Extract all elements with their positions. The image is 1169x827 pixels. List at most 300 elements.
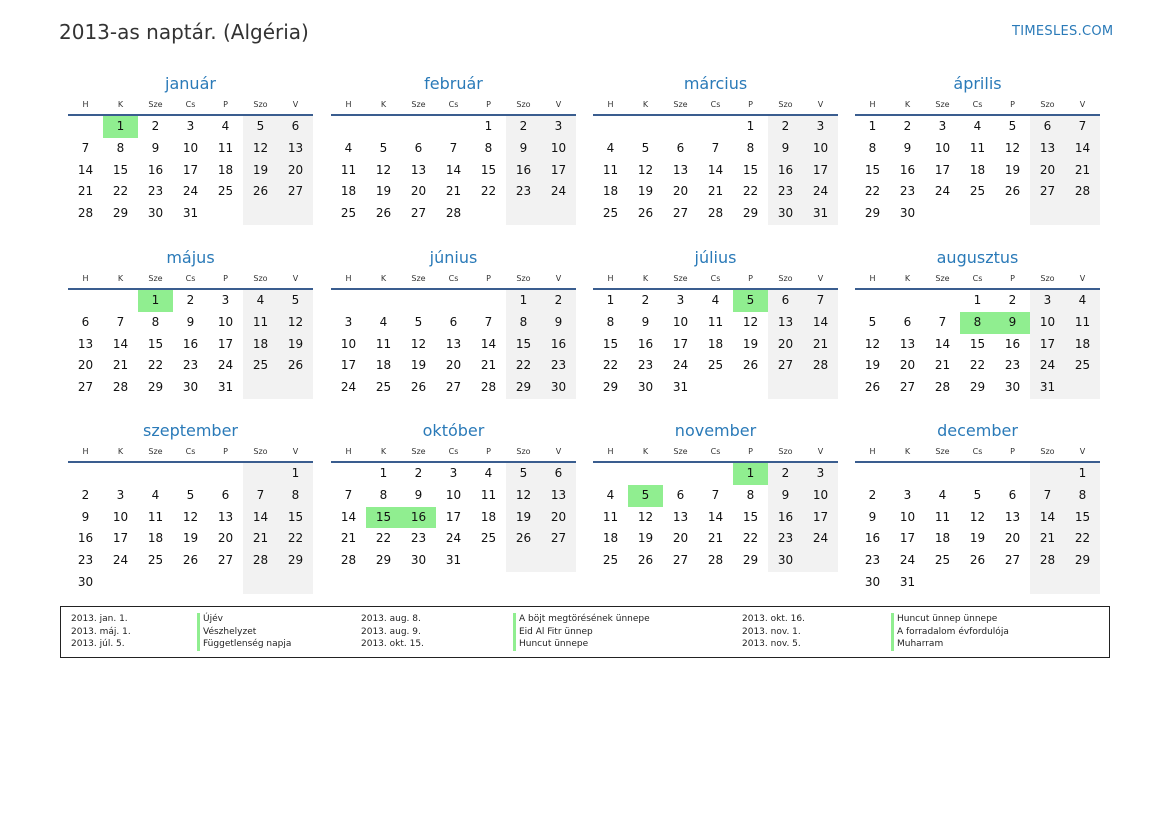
weekday-label: K <box>380 447 387 456</box>
empty-cell <box>243 463 278 485</box>
day-cell: 12 <box>410 336 427 351</box>
day-cell: 3 <box>449 466 458 480</box>
day-cell: 31 <box>803 203 838 225</box>
weekday-header <box>855 443 1100 463</box>
holiday-day-cell: 5 <box>628 485 663 507</box>
day-cell: 14 <box>445 162 462 177</box>
month-name: május <box>166 248 215 267</box>
weekday-label: Cs <box>710 100 721 109</box>
legend-date: 2013. júl. 5. <box>71 639 125 649</box>
month-február <box>331 72 576 225</box>
weekday-header <box>331 270 576 290</box>
empty-cell <box>366 290 401 312</box>
day-cell: 18 <box>969 162 986 177</box>
day-cell: 19 <box>506 507 541 529</box>
month-name: december <box>937 421 1018 440</box>
day-cell: 17 <box>672 336 689 351</box>
weekday-label: Cs <box>448 447 459 456</box>
day-cell: 7 <box>449 140 458 155</box>
day-cell: 2 <box>641 293 650 307</box>
day-cell: 8 <box>116 140 125 155</box>
day-cell: 28 <box>112 380 129 395</box>
day-cell: 11 <box>602 162 619 177</box>
day-cell: 15 <box>112 162 129 177</box>
weekday-label: H <box>607 274 614 283</box>
day-cell: 8 <box>379 487 388 502</box>
empty-cell <box>541 550 576 572</box>
day-cell: 6 <box>1008 487 1017 502</box>
day-cell: 9 <box>414 487 423 502</box>
month-július <box>593 246 838 399</box>
weekday-label: P <box>486 100 491 109</box>
empty-cell <box>208 203 243 225</box>
day-cell: 10 <box>803 485 838 507</box>
day-cell: 10 <box>217 314 234 329</box>
day-cell: 24 <box>445 531 462 546</box>
day-cell: 19 <box>182 531 199 546</box>
empty-cell <box>663 463 698 485</box>
weekday-label: K <box>904 447 911 456</box>
day-cell: 14 <box>112 336 129 351</box>
weekday-label: V <box>292 100 299 109</box>
day-cell: 13 <box>1030 138 1065 160</box>
day-cell: 20 <box>445 358 462 373</box>
day-cell: 9 <box>151 140 160 155</box>
day-cell: 22 <box>742 531 759 546</box>
day-cell: 31 <box>182 206 199 221</box>
weekday-label: Cs <box>185 100 196 109</box>
weekday-label: H <box>869 274 876 283</box>
day-cell: 11 <box>243 312 278 334</box>
weekday-label: V <box>817 274 824 283</box>
day-cell: 17 <box>899 531 916 546</box>
empty-cell <box>138 463 173 485</box>
legend-date: 2013. aug. 9. <box>361 626 421 637</box>
day-cell: 2 <box>541 290 576 312</box>
month-name: július <box>694 248 737 267</box>
day-cell: 28 <box>1030 550 1065 572</box>
day-cell: 20 <box>672 531 689 546</box>
day-cell: 30 <box>77 574 94 589</box>
legend-holiday-name: Újév <box>197 613 223 626</box>
month-január <box>68 72 313 225</box>
day-cell: 5 <box>278 290 313 312</box>
empty-cell <box>68 290 103 312</box>
legend-holiday-name: Eid Al Fitr ünnep <box>513 626 593 639</box>
day-cell: 11 <box>217 140 234 155</box>
day-cell: 12 <box>1004 140 1021 155</box>
day-cell: 27 <box>445 380 462 395</box>
day-cell: 20 <box>768 334 803 356</box>
empty-cell <box>366 116 401 138</box>
day-cell: 27 <box>672 206 689 221</box>
day-cell: 17 <box>803 507 838 529</box>
legend-holiday-name: Függetlenség napja <box>197 638 291 651</box>
day-cell: 5 <box>243 116 278 138</box>
day-cell: 4 <box>221 119 230 133</box>
day-cell: 4 <box>151 487 160 502</box>
day-cell: 6 <box>81 314 90 329</box>
weekday-label: Sze <box>411 274 426 283</box>
month-október <box>331 419 576 572</box>
empty-cell <box>925 572 960 594</box>
day-cell: 9 <box>768 138 803 160</box>
day-cell: 12 <box>969 509 986 524</box>
day-grid <box>331 290 576 399</box>
legend-date: 2013. aug. 8. <box>361 614 421 624</box>
day-cell: 20 <box>278 160 313 182</box>
day-cell: 10 <box>934 140 951 155</box>
weekday-label: H <box>82 274 89 283</box>
day-cell: 22 <box>112 184 129 199</box>
day-cell: 28 <box>445 206 462 221</box>
day-cell: 16 <box>768 507 803 529</box>
day-cell: 9 <box>506 138 541 160</box>
weekday-label: P <box>1010 274 1015 283</box>
weekday-label: V <box>292 447 299 456</box>
day-cell: 18 <box>217 162 234 177</box>
day-cell: 6 <box>541 463 576 485</box>
day-cell: 25 <box>480 531 497 546</box>
day-cell: 8 <box>506 312 541 334</box>
month-március <box>593 72 838 225</box>
day-cell: 6 <box>676 140 685 155</box>
day-cell: 1 <box>278 463 313 485</box>
day-cell: 30 <box>768 550 803 572</box>
weekday-label: V <box>817 100 824 109</box>
weekday-label: Sze <box>148 274 163 283</box>
day-cell: 23 <box>506 181 541 203</box>
day-cell: 9 <box>768 485 803 507</box>
day-cell: 22 <box>278 528 313 550</box>
day-cell: 26 <box>742 358 759 373</box>
day-cell: 7 <box>1030 485 1065 507</box>
empty-cell <box>331 290 366 312</box>
day-cell: 1 <box>606 293 615 307</box>
day-cell: 8 <box>484 140 493 155</box>
day-cell: 8 <box>1065 485 1100 507</box>
month-name: február <box>424 74 483 93</box>
day-cell: 23 <box>410 531 427 546</box>
day-cell: 21 <box>480 358 497 373</box>
day-cell: 6 <box>903 314 912 329</box>
day-cell: 23 <box>77 553 94 568</box>
day-cell: 30 <box>1004 380 1021 395</box>
site-link[interactable]: TIMESLES.COM <box>1012 24 1114 39</box>
weekday-label: Cs <box>972 447 983 456</box>
day-cell: 22 <box>480 184 497 199</box>
day-cell: 29 <box>742 206 759 221</box>
day-cell: 5 <box>379 140 388 155</box>
empty-cell <box>925 203 960 225</box>
day-cell: 22 <box>147 358 164 373</box>
weekday-label: V <box>1079 100 1086 109</box>
weekday-label: K <box>904 100 911 109</box>
weekday-label: Szo <box>253 447 268 456</box>
empty-cell <box>278 377 313 399</box>
month-name: április <box>953 74 1002 93</box>
day-cell: 19 <box>375 184 392 199</box>
day-cell: 25 <box>969 184 986 199</box>
page-title: 2013-as naptár. (Algéria) <box>59 20 309 44</box>
day-cell: 23 <box>541 355 576 377</box>
day-cell: 13 <box>1004 509 1021 524</box>
month-name: november <box>674 421 757 440</box>
day-cell: 13 <box>445 336 462 351</box>
day-cell: 28 <box>480 380 497 395</box>
day-cell: 4 <box>606 140 615 155</box>
empty-cell <box>278 203 313 225</box>
day-cell: 7 <box>803 290 838 312</box>
day-cell: 7 <box>81 140 90 155</box>
empty-cell <box>243 377 278 399</box>
weekday-label: Sze <box>148 447 163 456</box>
day-cell: 6 <box>449 314 458 329</box>
legend-date: 2013. máj. 1. <box>71 626 131 637</box>
empty-cell <box>698 116 733 138</box>
day-cell: 30 <box>768 203 803 225</box>
weekday-label: Sze <box>935 100 950 109</box>
day-cell: 20 <box>541 507 576 529</box>
day-cell: 16 <box>768 160 803 182</box>
day-cell: 30 <box>410 553 427 568</box>
empty-cell <box>995 572 1030 594</box>
day-cell: 4 <box>484 466 493 480</box>
holiday-day-cell: 15 <box>366 507 401 529</box>
day-cell: 26 <box>278 355 313 377</box>
month-május <box>68 246 313 399</box>
empty-cell <box>1030 572 1065 594</box>
day-cell: 1 <box>484 119 493 133</box>
day-cell: 13 <box>410 162 427 177</box>
day-cell: 2 <box>186 293 195 307</box>
weekday-label: Sze <box>148 100 163 109</box>
day-cell: 29 <box>1065 550 1100 572</box>
day-cell: 8 <box>278 485 313 507</box>
day-cell: 17 <box>340 358 357 373</box>
day-cell: 21 <box>1030 528 1065 550</box>
day-cell: 3 <box>186 119 195 133</box>
day-cell: 27 <box>217 553 234 568</box>
day-cell: 18 <box>1065 334 1100 356</box>
day-cell: 31 <box>899 574 916 589</box>
holiday-day-cell: 16 <box>401 507 436 529</box>
day-cell: 25 <box>375 380 392 395</box>
day-cell: 11 <box>1065 312 1100 334</box>
day-cell: 29 <box>147 380 164 395</box>
month-április <box>855 72 1100 225</box>
day-grid <box>331 116 576 225</box>
day-cell: 13 <box>672 509 689 524</box>
weekday-label: Szo <box>778 447 793 456</box>
empty-cell <box>208 463 243 485</box>
legend-holiday-name: Vészhelyzet <box>197 626 256 639</box>
day-cell: 11 <box>375 336 392 351</box>
day-cell: 6 <box>221 487 230 502</box>
day-cell: 14 <box>243 507 278 529</box>
day-cell: 25 <box>217 184 234 199</box>
day-cell: 2 <box>151 119 160 133</box>
day-cell: 5 <box>414 314 423 329</box>
day-cell: 29 <box>742 553 759 568</box>
day-cell: 11 <box>934 509 951 524</box>
day-cell: 18 <box>147 531 164 546</box>
legend-date: 2013. nov. 5. <box>742 639 801 649</box>
weekday-label: Szo <box>516 100 531 109</box>
empty-cell <box>436 116 471 138</box>
month-name: március <box>683 74 748 93</box>
day-cell: 12 <box>637 162 654 177</box>
day-cell: 29 <box>864 206 881 221</box>
weekday-label: P <box>748 100 753 109</box>
day-cell: 14 <box>934 336 951 351</box>
day-cell: 6 <box>278 116 313 138</box>
day-cell: 9 <box>903 140 912 155</box>
day-cell: 18 <box>243 334 278 356</box>
empty-cell <box>1030 463 1065 485</box>
holiday-day-cell: 5 <box>733 290 768 312</box>
day-cell: 5 <box>1008 119 1017 133</box>
day-cell: 22 <box>506 355 541 377</box>
weekday-label: Cs <box>972 100 983 109</box>
month-name: október <box>422 421 485 440</box>
day-cell: 2 <box>81 487 90 502</box>
day-cell: 21 <box>707 184 724 199</box>
empty-cell <box>803 550 838 572</box>
day-cell: 22 <box>602 358 619 373</box>
day-cell: 11 <box>340 162 357 177</box>
day-cell: 13 <box>768 312 803 334</box>
day-cell: 17 <box>541 160 576 182</box>
day-cell: 23 <box>147 184 164 199</box>
day-cell: 12 <box>375 162 392 177</box>
empty-cell <box>208 572 243 594</box>
day-cell: 15 <box>742 509 759 524</box>
empty-cell <box>471 550 506 572</box>
day-cell: 7 <box>116 314 125 329</box>
day-cell: 21 <box>340 531 357 546</box>
day-cell: 26 <box>182 553 199 568</box>
day-cell: 19 <box>637 184 654 199</box>
day-cell: 23 <box>768 181 803 203</box>
day-cell: 30 <box>899 206 916 221</box>
day-cell: 15 <box>864 162 881 177</box>
legend-holiday-name: A böjt megtörésének ünnepe <box>513 613 650 626</box>
weekday-label: Szo <box>516 274 531 283</box>
day-cell: 17 <box>112 531 129 546</box>
day-cell: 24 <box>1030 355 1065 377</box>
day-cell: 12 <box>243 138 278 160</box>
day-cell: 26 <box>637 206 654 221</box>
empty-cell <box>1065 377 1100 399</box>
weekday-label: V <box>1079 447 1086 456</box>
day-grid <box>331 463 576 572</box>
day-cell: 6 <box>676 487 685 502</box>
day-cell: 7 <box>711 140 720 155</box>
weekday-label: K <box>117 274 124 283</box>
day-cell: 27 <box>899 380 916 395</box>
weekday-label: K <box>642 274 649 283</box>
day-cell: 15 <box>969 336 986 351</box>
day-cell: 26 <box>243 181 278 203</box>
day-cell: 25 <box>602 206 619 221</box>
weekday-label: Cs <box>185 274 196 283</box>
legend-holiday-name: Huncut ünnep ünnepe <box>891 613 997 626</box>
day-cell: 27 <box>410 206 427 221</box>
weekday-header <box>68 443 313 463</box>
day-cell: 22 <box>742 184 759 199</box>
day-cell: 14 <box>1065 138 1100 160</box>
day-cell: 4 <box>344 140 353 155</box>
day-cell: 11 <box>969 140 986 155</box>
day-cell: 26 <box>969 553 986 568</box>
day-cell: 25 <box>147 553 164 568</box>
day-cell: 19 <box>410 358 427 373</box>
weekday-label: H <box>345 447 352 456</box>
day-cell: 3 <box>116 487 125 502</box>
weekday-label: Szo <box>516 447 531 456</box>
day-grid <box>855 116 1100 225</box>
day-cell: 26 <box>375 206 392 221</box>
day-cell: 16 <box>637 336 654 351</box>
day-cell: 7 <box>484 314 493 329</box>
day-cell: 9 <box>641 314 650 329</box>
day-cell: 23 <box>1004 358 1021 373</box>
day-cell: 2 <box>768 116 803 138</box>
weekday-label: Sze <box>673 274 688 283</box>
empty-cell <box>138 572 173 594</box>
day-cell: 2 <box>506 116 541 138</box>
day-cell: 31 <box>1030 377 1065 399</box>
legend-holiday-name: Muharram <box>891 638 943 651</box>
day-cell: 22 <box>1065 528 1100 550</box>
day-cell: 29 <box>506 377 541 399</box>
day-cell: 2 <box>414 466 423 480</box>
day-cell: 27 <box>1030 181 1065 203</box>
weekday-label: H <box>82 447 89 456</box>
day-cell: 31 <box>445 553 462 568</box>
day-cell: 5 <box>506 463 541 485</box>
weekday-label: H <box>607 100 614 109</box>
day-cell: 21 <box>707 531 724 546</box>
day-cell: 30 <box>147 206 164 221</box>
day-cell: 25 <box>602 553 619 568</box>
day-cell: 16 <box>899 162 916 177</box>
empty-cell <box>960 203 995 225</box>
empty-cell <box>855 463 890 485</box>
empty-cell <box>173 463 208 485</box>
day-cell: 8 <box>151 314 160 329</box>
weekday-label: Cs <box>972 274 983 283</box>
empty-cell <box>593 463 628 485</box>
day-cell: 14 <box>77 162 94 177</box>
month-name: augusztus <box>936 248 1019 267</box>
day-cell: 21 <box>243 528 278 550</box>
day-cell: 4 <box>711 293 720 307</box>
day-cell: 16 <box>77 531 94 546</box>
day-cell: 29 <box>602 380 619 395</box>
weekday-label: P <box>223 274 228 283</box>
weekday-label: Szo <box>778 100 793 109</box>
weekday-label: P <box>748 274 753 283</box>
day-cell: 4 <box>973 119 982 133</box>
day-cell: 1 <box>379 466 388 480</box>
day-cell: 19 <box>742 336 759 351</box>
day-grid <box>68 116 313 225</box>
day-cell: 10 <box>182 140 199 155</box>
day-cell: 28 <box>934 380 951 395</box>
day-cell: 9 <box>186 314 195 329</box>
